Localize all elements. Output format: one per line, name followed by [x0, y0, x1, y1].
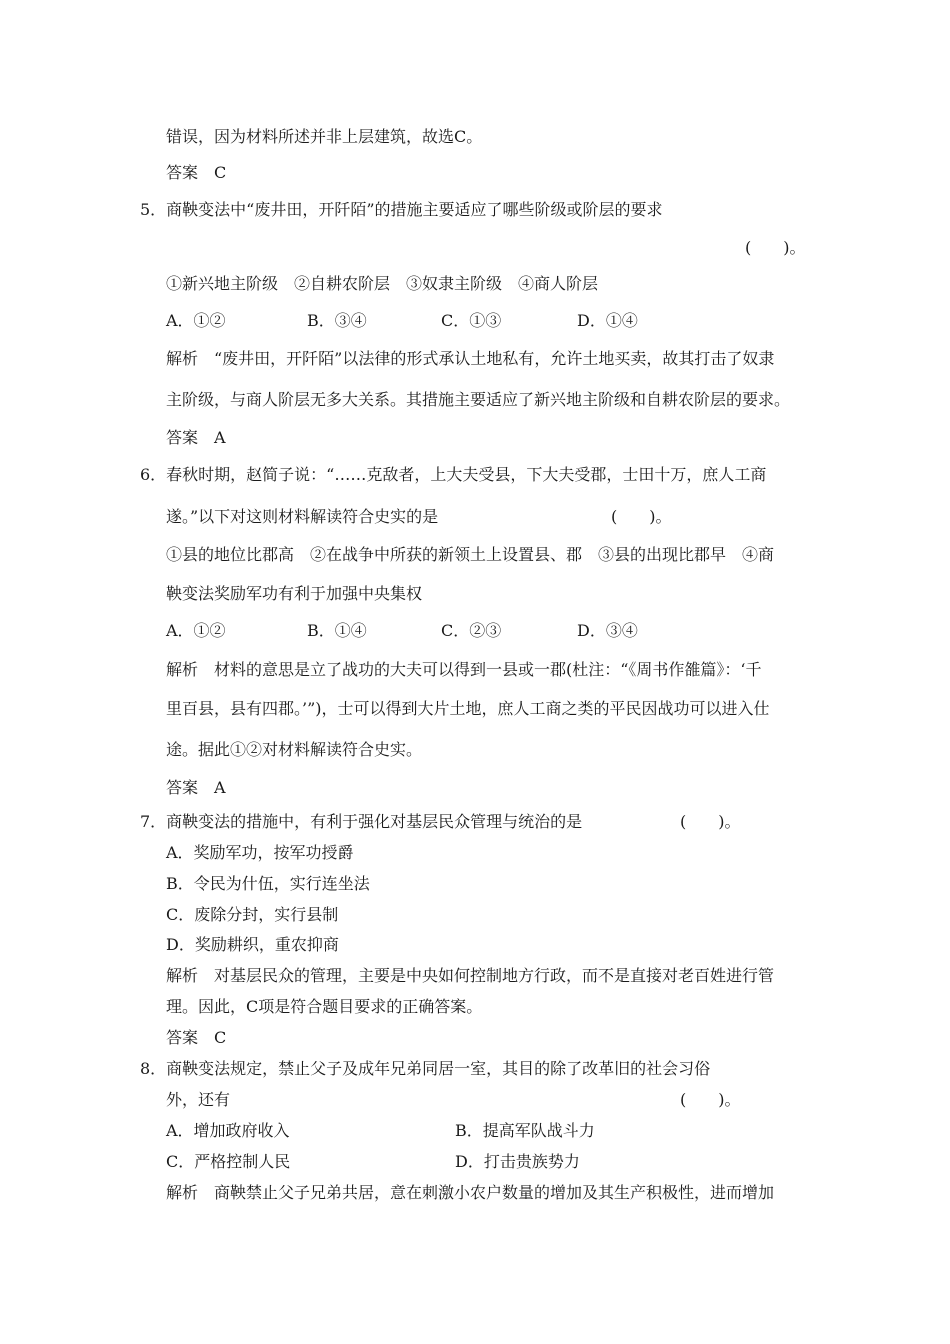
q8-analysis: 解析 商鞅禁止父子兄弟共居，意在刺激小农户数量的增加及其生产积极性，进而增加 [166, 1183, 775, 1202]
q5-option-c: C．①③ [441, 311, 502, 330]
q7-blank: ( )。 [680, 812, 741, 831]
q5-stem: 5．商鞅变法中“废井田，开阡陌”的措施主要适应了哪些阶级或阶层的要求 [140, 200, 663, 219]
q4-answer: 答案 C [166, 163, 227, 182]
q6-items: ①县的地位比郡高 ②在战争中所获的新领土上设置县、郡 ③县的出现比郡早 ④商 [166, 545, 775, 564]
q6-stem: 遂。”以下对这则材料解读符合史实的是 [166, 507, 439, 526]
q8-stem: 外，还有 [166, 1090, 231, 1109]
q5-option-a: A．①② [166, 311, 226, 330]
q7-stem: 7．商鞅变法的措施中，有利于强化对基层民众管理与统治的是 [140, 812, 583, 831]
q8-blank: ( )。 [680, 1090, 741, 1109]
q8-option-c: C．严格控制人民 [166, 1152, 291, 1171]
q8-option-a: A．增加政府收入 [166, 1121, 290, 1140]
q6-option-b: B．①④ [307, 621, 367, 640]
q6-analysis: 解析 材料的意思是立了战功的大夫可以得到一县或一郡(杜注：“《周书作雒篇》：‘千 [166, 660, 762, 679]
q6-analysis: 途。据此①②对材料解读符合史实。 [166, 740, 423, 759]
q5-option-d: D．①④ [577, 311, 638, 330]
q6-items: 鞅变法奖励军功有利于加强中央集权 [166, 584, 423, 603]
q7-analysis: 理。因此，C项是符合题目要求的正确答案。 [166, 997, 483, 1016]
q5-blank: ( )。 [745, 238, 806, 257]
q5-analysis: 主阶级，与商人阶层无多大关系。其措施主要适应了新兴地主阶级和自耕农阶层的要求。 [166, 390, 791, 409]
q7-analysis: 解析 对基层民众的管理，主要是中央如何控制地方行政，而不是直接对老百姓进行管 [166, 966, 775, 985]
q6-option-a: A．①② [166, 621, 226, 640]
q5-analysis: 解析 “废井田，开阡陌”以法律的形式承认土地私有，允许土地买卖，故其打击了奴隶 [166, 349, 775, 368]
q7-option-c: C．废除分封，实行县制 [166, 905, 339, 924]
q6-analysis: 里百县，县有四郡。’”)，士可以得到大片土地，庶人工商之类的平民因战功可以进入仕 [166, 699, 770, 718]
q7-option-b: B．令民为什伍，实行连坐法 [166, 874, 370, 893]
q5-answer: 答案 A [166, 428, 226, 447]
q8-option-b: B．提高军队战斗力 [455, 1121, 595, 1140]
q7-answer: 答案 C [166, 1028, 227, 1047]
q4-analysis-tail: 错误，因为材料所述并非上层建筑，故选C。 [166, 127, 483, 146]
q7-option-d: D．奖励耕织，重农抑商 [166, 935, 339, 954]
q6-answer: 答案 A [166, 778, 226, 797]
q8-stem: 8．商鞅变法规定，禁止父子及成年兄弟同居一室，其目的除了改革旧的社会习俗 [140, 1059, 711, 1078]
q6-option-c: C．②③ [441, 621, 502, 640]
q5-option-b: B．③④ [307, 311, 367, 330]
q8-option-d: D．打击贵族势力 [455, 1152, 580, 1171]
q7-option-a: A．奖励军功，按军功授爵 [166, 843, 354, 862]
q6-stem: 6．春秋时期，赵简子说：“……克敌者，上大夫受县，下大夫受郡，士田十万，庶人工商 [140, 465, 767, 484]
q6-blank: ( )。 [611, 507, 672, 526]
q5-items: ①新兴地主阶级 ②自耕农阶层 ③奴隶主阶级 ④商人阶层 [166, 274, 599, 293]
q6-option-d: D．③④ [577, 621, 638, 640]
